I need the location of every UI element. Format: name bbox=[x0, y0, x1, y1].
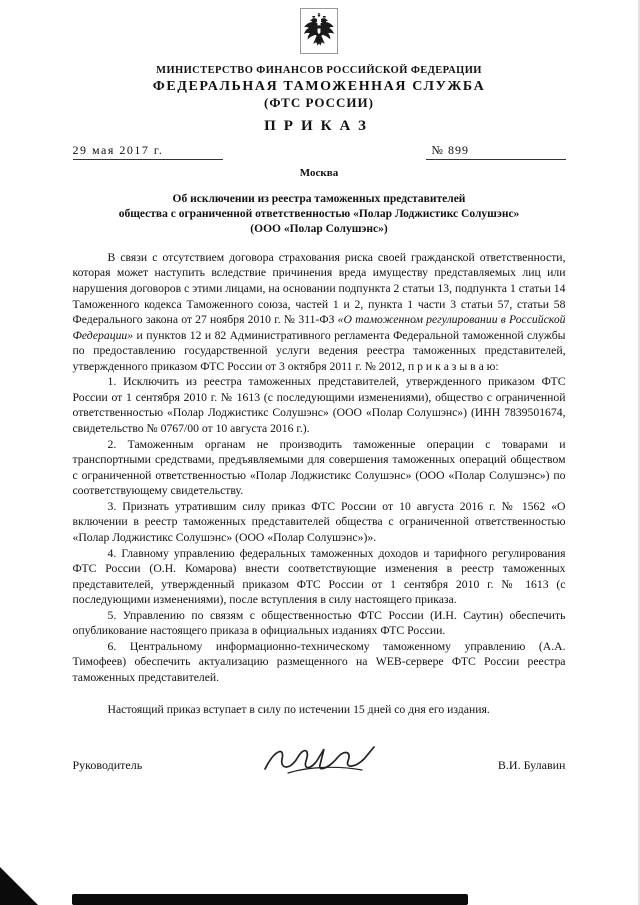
intro-text: и пунктов 12 и 82 Административного регламента Федеральной таможенной службы по предоставлению государственной услуги ведения реестра таможенных представителей, утвержденного приказом ФТС России от 3 октября 2011 г. № 2012, п р и к а з ы в а ю: bbox=[72, 328, 566, 373]
scan-artifact-bar bbox=[72, 894, 468, 905]
coat-of-arms-icon bbox=[300, 8, 338, 54]
scan-artifact-corner bbox=[0, 867, 38, 905]
document-number: № 899 bbox=[426, 143, 566, 160]
ministry-name: МИНИСТЕРСТВО ФИНАНСОВ РОССИЙСКОЙ ФЕДЕРАЦИИ bbox=[156, 65, 482, 76]
document-body bbox=[73, 250, 566, 717]
closing-paragraph: Настоящий приказ вступает в силу по истечении 15 дней со дня его издания. bbox=[107, 702, 490, 716]
order-item-5: 5. Управлению по связям с общественностью ФТС России (И.Н. Саутин) обеспечить опубликование настоящего приказа в официальных изданиях ФТС России. bbox=[72, 608, 566, 638]
document-date: 29 мая 2017 г. bbox=[73, 143, 223, 160]
order-item-4: 4. Главному управлению федеральных таможенных доходов и тарифного регулирования ФТС России (О.Н. Комарова) внести соответствующие изменения в реестр таможенных представителей, утвержденный приказом ФТС России от 1 сентября 2010 г. № 1613 (с последующими изменениями), после вступления в силу настоящего приказа. bbox=[72, 546, 566, 607]
title-line: общества с ограниченной ответственностью «Полар Лоджистикс Солушэнс» bbox=[118, 207, 520, 220]
document-type-label: ПРИКАЗ bbox=[264, 118, 374, 134]
order-item-3: 3. Признать утратившим силу приказ ФТС России от 10 августа 2016 г. № 1562 «О включении в реестр таможенных представителей общества с ограниченной ответственностью «Полар Лоджистикс Солушэнс» (ООО «Полар Солушэнс»)». bbox=[72, 499, 566, 544]
date-number-row bbox=[73, 143, 566, 160]
title-line: Об исключении из реестра таможенных представителей bbox=[172, 193, 466, 205]
signer-name: В.И. Булавин bbox=[497, 758, 566, 773]
order-item-2: 2. Таможенным органам не производить таможенные операции с товарами и транспортными средствами, предъявляемыми для совершения таможенных операций обществом с ограниченной ответственностью «Полар Лоджистикс Солушэнс» (ООО «Полар Солушэнс») по соответствующему свидетельству. bbox=[72, 437, 566, 498]
document-title bbox=[0, 192, 638, 237]
handwritten-signature-icon bbox=[260, 739, 380, 779]
order-item-6: 6. Центральному информационно-техническому таможенному управлению (А.А. Тимофеев) обеспечить актуализацию размещенного на WEB-сервере ФТС России реестра таможенных представителей. bbox=[72, 639, 566, 684]
law-title-quote: «О таможенном регулировании в Российской Федерации» bbox=[72, 313, 566, 342]
title-line: (ООО «Полар Солушэнс») bbox=[250, 222, 388, 235]
order-item-1: 1. Исключить из реестра таможенных представителей, утвержденного приказом ФТС России от 1 сентября 2010 г. № 1613 (с последующими изменениями), общество с ограниченной ответственностью «Полар Лоджистикс Солушэнс» (ООО «Полар Солушэнс») (ИНН 7839501674, свидетельство № 0767/00 от 10 августа 2016 г.). bbox=[72, 375, 566, 435]
signer-role: Руководитель bbox=[72, 758, 143, 773]
intro-paragraph bbox=[73, 250, 566, 375]
agency-abbreviation: (ФТС РОССИИ) bbox=[264, 95, 374, 110]
signature-block bbox=[73, 739, 566, 773]
document-header bbox=[0, 0, 638, 135]
intro-text: В связи с отсутствием договора страхования риска своей гражданской ответственности, которая может наступить вследствие причинения вреда имуществу представляемых лиц или нарушения договоров с этими лицами, на основании подпункта 2 статьи 13, подпункта 1 статьи 14 Таможенного кодекса Таможенного союза, частей 1 и 2, пункта 1 части 3 статьи 57, статьи 58 Федерального закона от 27 ноября 2010 г. № 311-ФЗ bbox=[72, 250, 566, 327]
agency-name: ФЕДЕРАЛЬНАЯ ТАМОЖЕННАЯ СЛУЖБА bbox=[152, 79, 486, 94]
issue-city: Москва bbox=[299, 167, 339, 179]
